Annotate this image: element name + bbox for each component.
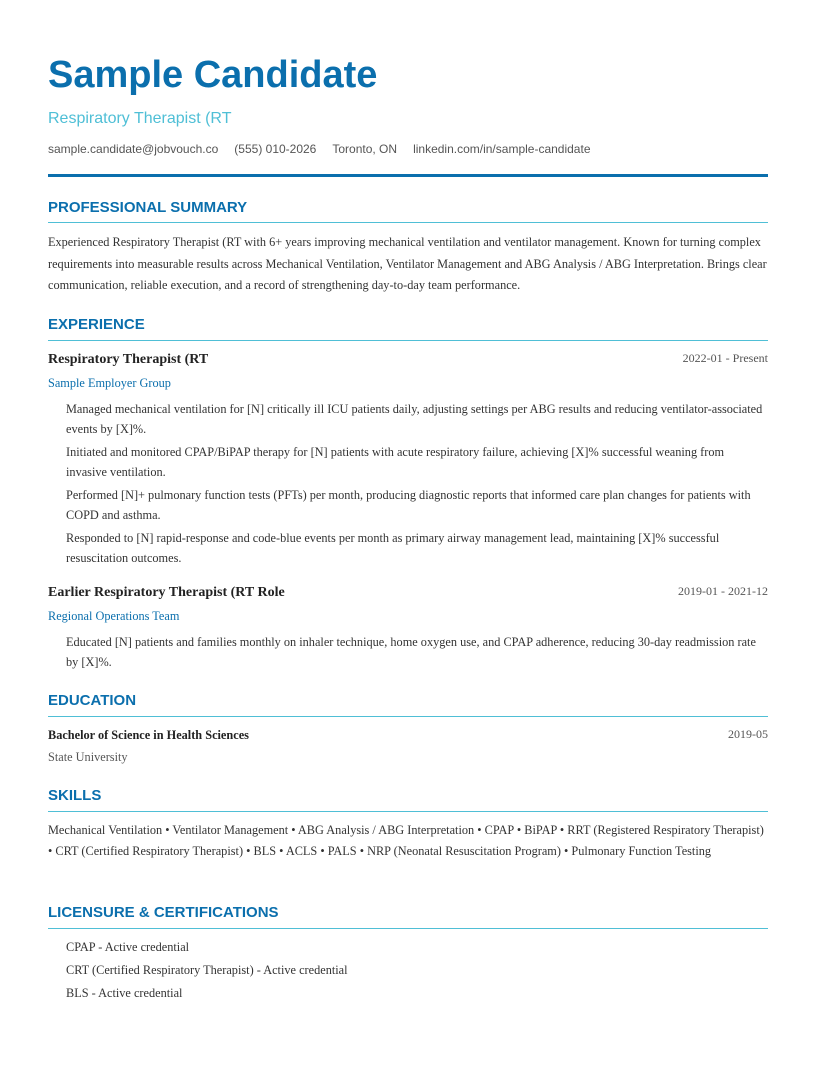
education-divider (48, 716, 768, 717)
summary-text: Experienced Respiratory Therapist (RT with 6+ years improving mechanical ventilation and ventilator management. Known for turning complex requirements into measurable results across Mechanical Ventilation, Ventilator Management and ABG Analysis / ABG Interpretation. Brings clear communication, reliable execution, and a record of strengthening day-to-day team performance. (48, 235, 767, 293)
skills-heading: SKILLS (48, 787, 102, 804)
job-bullets (66, 399, 768, 571)
summary-divider (48, 222, 768, 223)
job-bullets (66, 632, 768, 675)
contact-email[interactable]: sample.candidate@jobvouch.co (48, 142, 219, 156)
candidate-title: Respiratory Therapist (RT (48, 110, 232, 127)
job-bullet: Initiated and monitored CPAP/BiPAP therapy for [N] patients with acute respiratory failure, achieving [X]% successful weaning from invasive ventilation. (66, 445, 725, 479)
education-school: State University (48, 750, 128, 764)
contact-phone: (555) 010-2026 (234, 142, 317, 156)
education-heading: EDUCATION (48, 692, 137, 709)
certifications-heading: LICENSURE & CERTIFICATIONS (48, 904, 279, 921)
job-title: Earlier Respiratory Therapist (RT Role (48, 585, 285, 600)
summary-heading: PROFESSIONAL SUMMARY (48, 199, 248, 216)
certifications-divider (48, 928, 768, 929)
candidate-name: Sample Candidate (48, 54, 378, 96)
education-degree: Bachelor of Science in Health Sciences (48, 728, 249, 742)
certification-item: CRT (Certified Respiratory Therapist) - Active credential (66, 963, 348, 977)
job-bullet: Managed mechanical ventilation for [N] critically ill ICU patients daily, adjusting settings per ABG results and reducing ventilator-associated events by [X]%. (66, 402, 763, 436)
certification-item: BLS - Active credential (66, 986, 183, 1000)
job-bullet: Responded to [N] rapid-response and code-blue events per month as primary airway management lead, maintaining [X]% successful resuscitation outcomes. (66, 531, 720, 565)
contact-location: Toronto, ON (332, 142, 398, 156)
certification-item: CPAP - Active credential (66, 940, 190, 954)
job-company: Regional Operations Team (48, 609, 180, 623)
header-divider (48, 174, 768, 177)
job-company: Sample Employer Group (48, 376, 171, 390)
job-bullet: Performed [N]+ pulmonary function tests (PFTs) per month, producing diagnostic reports that informed care plan changes for patients with COPD and asthma. (66, 488, 751, 522)
job-bullet: Educated [N] patients and families monthly on inhaler technique, home oxygen use, and CPAP adherence, reducing 30-day readmission rate by [X]%. (66, 635, 756, 669)
job-dates: 2022-01 - Present (682, 351, 768, 365)
certifications-list (66, 936, 348, 1005)
education-date: 2019-05 (728, 727, 768, 741)
skills-divider (48, 811, 768, 812)
contact-linkedin[interactable]: linkedin.com/in/sample-candidate (413, 142, 591, 156)
skills-text: Mechanical Ventilation • Ventilator Management • ABG Analysis / ABG Interpretation • CPAP • BiPAP • RRT (Registered Respiratory Therapist) • CRT (Certified Respiratory Therapist) • BLS • ACLS • PALS • NRP (Neonatal Resuscitation Program) • Pulmonary Function Testing (48, 823, 764, 858)
job-title: Respiratory Therapist (RT (48, 352, 209, 367)
experience-heading: EXPERIENCE (48, 316, 145, 333)
contact-line (48, 141, 607, 157)
job-dates: 2019-01 - 2021-12 (678, 584, 768, 598)
experience-divider (48, 340, 768, 341)
